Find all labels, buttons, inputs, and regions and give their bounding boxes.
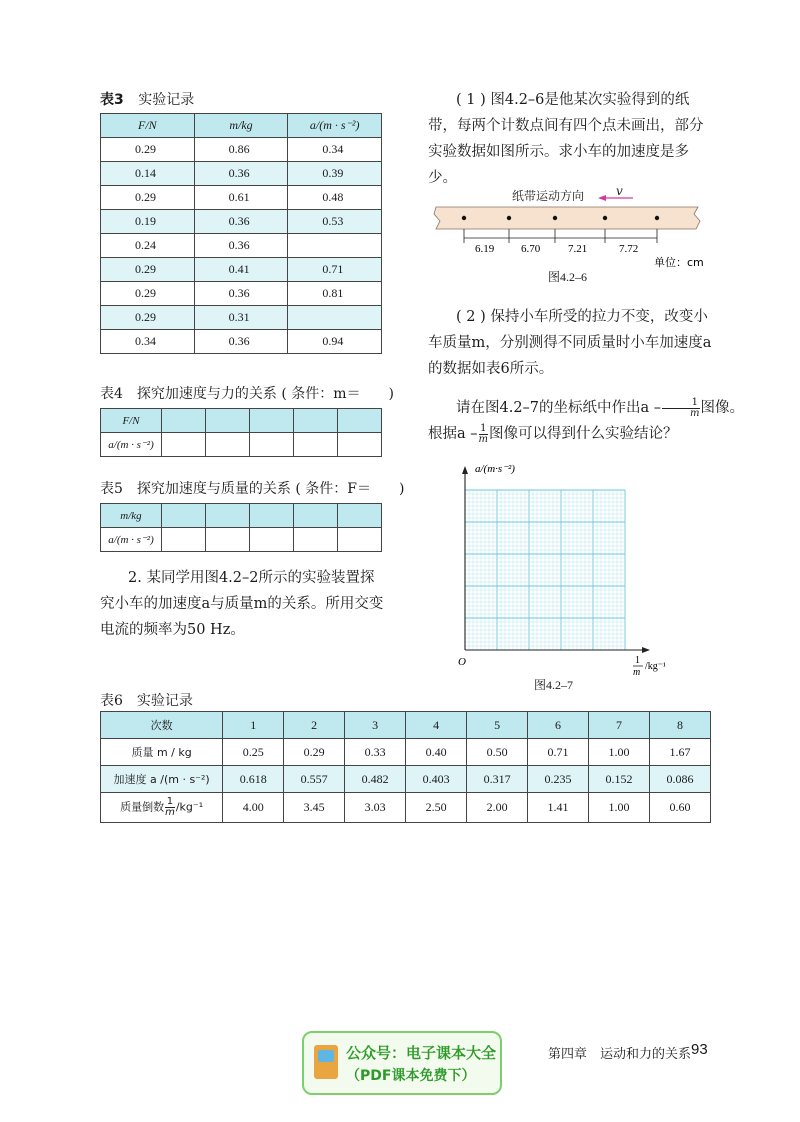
table3-header-row [101,114,382,138]
table6 [100,711,711,823]
table6-inverse-cell: 3.03 [345,793,406,823]
table4-force-label: F/N [101,409,162,433]
table3-cell [288,306,382,330]
table3-cell: 0.61 [194,186,288,210]
table3-cell: 0.19 [101,210,195,234]
page-number: 93 [691,1041,708,1058]
table3-cell: 0.36 [194,210,288,234]
table3-header-accel: a/(m · s⁻²) [288,114,382,138]
table4-accel-label: a/(m · s⁻²) [101,433,162,457]
table6-inverse-cell: 1.00 [589,793,650,823]
table6-accel-cell: 0.618 [223,766,284,793]
y-axis-label: a/(m·s⁻²) [475,463,515,475]
svg-text:m: m [633,667,641,678]
table6-count-cell: 3 [345,712,406,739]
watermark-line2: （PDF课本免费下） [346,1068,476,1084]
table3-row [101,162,382,186]
table6-count-cell: 2 [284,712,345,739]
table3-cell [288,234,382,258]
svg-text:1: 1 [635,655,640,666]
book-icon [314,1045,338,1079]
table3-row [101,282,382,306]
table3-header-force: F/N [101,114,195,138]
table3-row [101,138,382,162]
distance-4: 7.72 [619,243,639,255]
table3 [100,113,382,354]
table6-mass-cell: 0.33 [345,739,406,766]
table6-count-cell: 4 [406,712,467,739]
figure-4-2-7-caption: 图4.2–7 [534,678,574,692]
table3-cell: 0.29 [101,306,195,330]
table6-count-cell: 1 [223,712,284,739]
tape-direction-label: 纸带运动方向 [512,189,585,203]
table3-row [101,306,382,330]
table6-accel-cell: 0.557 [284,766,345,793]
watermark-line1: 公众号：电子课本大全 [346,1044,497,1062]
table6-accel-cell: 0.152 [589,766,650,793]
table3-cell: 0.14 [101,162,195,186]
table6-mass-cell: 0.25 [223,739,284,766]
figure-4-2-6-caption: 图4.2–6 [548,270,588,284]
table3-cell: 0.36 [194,282,288,306]
table6-mass-cell: 1.00 [589,739,650,766]
table4-caption: 表4 探究加速度与力的关系 ( 条件：m＝ ) [100,386,395,402]
watermark-badge [302,1031,502,1095]
table3-cell: 0.86 [194,138,288,162]
table6-accel-cell: 0.482 [345,766,406,793]
table6-accel-cell: 0.403 [406,766,467,793]
table3-cell: 0.34 [101,330,195,354]
table3-cell: 0.29 [101,186,195,210]
paper-tape [434,207,700,229]
question-2-text: ( 2 ) 保持小车所受的拉力不变，改变小车质量m，分别测得不同质量时小车加速度a的数据如表6所示。 [428,309,712,377]
table6-inverse-cell: 1.41 [528,793,589,823]
table6-mass-cell: 0.40 [406,739,467,766]
origin-label: O [458,656,466,668]
question-1-text: ( 1 ) 图4.2–6是他某次实验得到的纸带，每两个计数点间有四个点未画出，部分实验数据如图所示。求小车的加速度是多少。 [428,92,704,186]
table6-accel-cell: 0.317 [467,766,528,793]
distance-2: 6.70 [521,243,541,255]
table6-inverse-cell: 4.00 [223,793,284,823]
table6-mass-cell: 0.71 [528,739,589,766]
figure-4-2-7-graph [445,460,680,680]
table3-row [101,210,382,234]
table3-cell: 0.29 [101,282,195,306]
table3-row [101,258,382,282]
table3-cell: 0.39 [288,162,382,186]
table5-accel-label: a/(m · s⁻²) [101,528,162,552]
table6-inverse-cell: 2.00 [467,793,528,823]
table3-cell: 0.36 [194,330,288,354]
table5-caption: 表5 探究加速度与质量的关系 ( 条件：F＝ ) [100,481,405,497]
table6-mass-cell: 1.67 [650,739,711,766]
table5-mass-label: m/kg [101,504,162,528]
table3-cell: 0.81 [288,282,382,306]
table3-cell: 0.48 [288,186,382,210]
table6-inverse-cell: 2.50 [406,793,467,823]
table6-accel-label: 加速度 a /(m · s⁻²) [101,766,223,793]
table3-cell: 0.29 [101,258,195,282]
table3-cell: 0.34 [288,138,382,162]
table3-cell: 0.71 [288,258,382,282]
table6-count-cell: 8 [650,712,711,739]
question-3-text: 请在图4.2–7的坐标纸中作出a – $\frac{1}{m}$ 图像。 根据a – $\frac{1}{m}$ 图像可以得到什么实验结论？ [428,396,745,445]
table6-mass-label: 质量 m / kg [101,739,223,766]
problem-2-text: 2. 某同学用图4.2–2所示的实验装置探究小车的加速度a与质量m的关系。所用交变电流的频率为50 Hz。 [100,570,384,638]
table6-accel-cell: 0.086 [650,766,711,793]
table6-header-label: 次数 [101,712,223,739]
table3-caption: 表3 实验记录 [100,92,195,108]
table3-cell: 0.36 [194,162,288,186]
table3-cell: 0.53 [288,210,382,234]
table6-count-cell: 5 [467,712,528,739]
table3-cell: 0.24 [101,234,195,258]
table6-caption: 表6 实验记录 [100,693,193,709]
table6-inverse-cell: 3.45 [284,793,345,823]
table6-inverse-label: 质量倒数 $\frac{1}{m}$ /kg⁻¹ [101,793,223,823]
table6-count-cell: 6 [528,712,589,739]
table4 [100,408,382,457]
unit-label: 单位：cm [654,256,704,269]
table4-cell [162,409,206,433]
table3-cell: 0.31 [194,306,288,330]
table6-inverse-cell: 0.60 [650,793,711,823]
velocity-label: v [616,184,623,198]
x-axis-unit: /kg⁻¹ [645,661,667,672]
table3-cell: 0.41 [194,258,288,282]
table3-cell: 0.36 [194,234,288,258]
table3-cell: 0.29 [101,138,195,162]
table3-header-mass: m/kg [194,114,288,138]
table5 [100,503,382,552]
table6-mass-cell: 0.29 [284,739,345,766]
distance-3: 7.21 [568,243,588,255]
table3-row [101,330,382,354]
table6-mass-cell: 0.50 [467,739,528,766]
table6-accel-cell: 0.235 [528,766,589,793]
table3-cell: 0.94 [288,330,382,354]
table6-count-cell: 7 [589,712,650,739]
table3-row [101,186,382,210]
distance-1: 6.19 [475,243,495,255]
chapter-title: 第四章 运动和力的关系 [548,1047,692,1062]
table3-row [101,234,382,258]
